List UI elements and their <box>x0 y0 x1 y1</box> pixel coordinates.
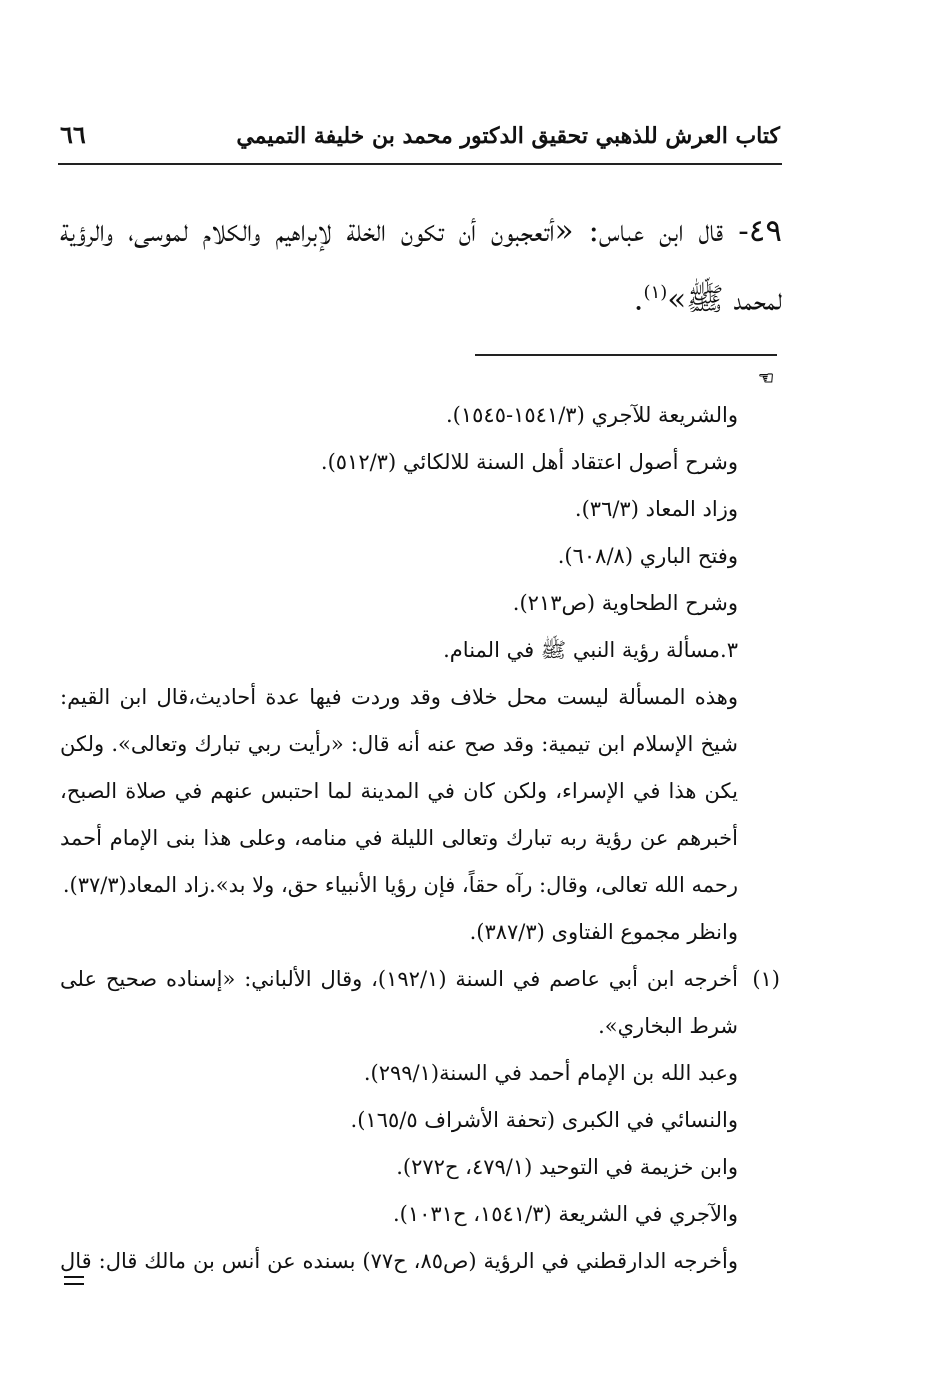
footnote-line: ٣.مسألة رؤية النبي ﷺ في المنام. <box>443 638 738 662</box>
footnote-line: وهذه المسألة ليست محل خلاف وقد وردت فيها عدة أحاديث،قال ابن القيم: <box>60 685 738 709</box>
footnote-line: وعبد الله بن الإمام أحمد في السنة(٢٩٩/١). <box>363 1061 738 1085</box>
footnote-reference: (١) <box>643 282 668 303</box>
footnote-line: يكن هذا في الإسراء، ولكن كان في المدينة لما احتبس عنهم في صلاة الصبح، <box>60 779 738 803</box>
footnote-line: وابن خزيمة في التوحيد (٤٧٩/١، ح٢٧٢). <box>396 1155 738 1179</box>
footnote-line: شرط البخاري». <box>598 1014 738 1038</box>
footnote-line: أخرجه ابن أبي عاصم في السنة (١٩٢/١)، وقال الألباني: «إسناده صحيح على <box>60 967 738 991</box>
footnote-line: شيخ الإسلام ابن تيمية: وقد صح عنه أنه قال: «رأيت ربي تبارك وتعالى». ولكن <box>60 732 738 756</box>
footnote-line: وزاد المعاد (٣٦/٣). <box>574 497 738 521</box>
main-paragraph <box>60 200 782 330</box>
footnote-line: رحمه الله تعالى، وقال: رآه حقاً، فإن رؤيا الأنبياء حق، ولا بد».زاد المعاد(٣٧/٣). <box>62 873 738 897</box>
footnotes <box>60 392 780 1285</box>
footnote-line: والآجري في الشريعة (١٥٤١/٣، ح١٠٣١). <box>392 1202 738 1226</box>
footnote-line: وفتح الباري (٦٠٨/٨). <box>557 544 738 568</box>
footnote-line: وانظر مجموع الفتاوى (٣٨٧/٣). <box>469 920 738 944</box>
footnote-line: والشريعة للآجري (١٥٤١/٣-١٥٤٥). <box>445 403 738 427</box>
running-header <box>60 120 780 149</box>
footnote-line: أخبرهم عن رؤية ربه تبارك وتعالى الليلة في منامه، وعلى هذا بنى الإمام أحمد <box>60 826 738 850</box>
hadith-text: ٤٩- قال ابن عباس: «أتعجبون أن تكون الخلة لإبراهيم والكلام لموسى، والرؤية لمحمد ﷺ» <box>60 213 782 318</box>
page-number: ٦٦ <box>60 120 86 149</box>
footnote-line: وشرح الطحاوية (ص٢١٣). <box>512 591 738 615</box>
paragraph-end: . <box>633 281 644 318</box>
footnote-separator <box>475 354 777 356</box>
header-rule <box>58 163 782 165</box>
footnote-1-first-line <box>60 956 780 1003</box>
footnote-line: والنسائي في الكبرى (تحفة الأشراف ١٦٥/٥). <box>350 1108 738 1132</box>
footnote-line: وأخرجه الدارقطني في الرؤية (ص٨٥، ح٧٧) بسنده عن أنس بن مالك قال: قال <box>60 1249 738 1273</box>
footnote-marker-icon: ☜ <box>758 368 775 389</box>
book-title: كتاب العرش للذهبي تحقيق الدكتور محمد بن خليفة التميمي <box>236 123 780 149</box>
continuation-mark <box>64 1276 84 1290</box>
footnote-line: وشرح أصول اعتقاد أهل السنة للالكائي (٥١٢/٣). <box>320 450 738 474</box>
footnote-number: (١) <box>752 967 780 991</box>
